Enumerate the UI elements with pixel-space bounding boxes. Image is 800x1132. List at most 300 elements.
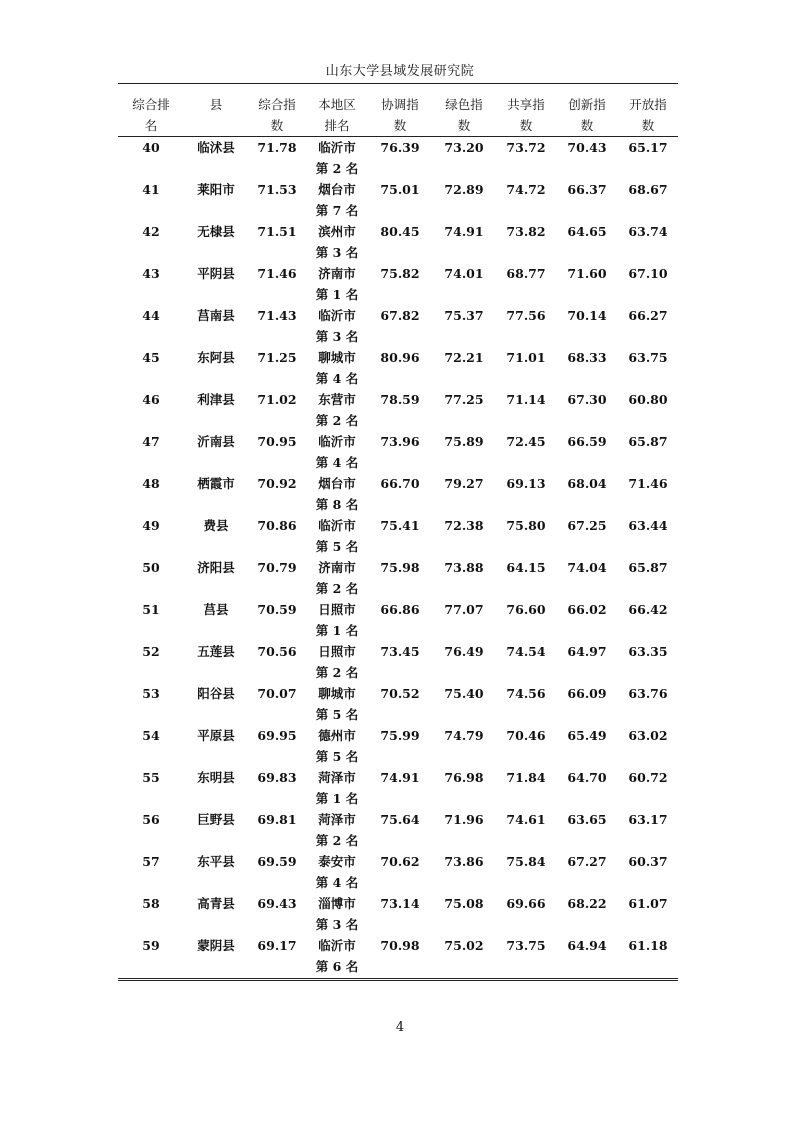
cell-text: 第 7 名: [315, 203, 359, 218]
sharing-index-cell: [496, 473, 556, 515]
table-row: [118, 809, 678, 851]
cell-text: 71.53: [257, 182, 297, 197]
coordination-index-cell: [368, 599, 432, 641]
sharing-index-cell: [496, 137, 556, 180]
table-row: [118, 179, 678, 221]
cell-text: 69.17: [257, 938, 297, 953]
local-rank-cell: [306, 431, 368, 473]
coordination-index-cell: [368, 893, 432, 935]
green-index-cell: [432, 473, 496, 515]
local-rank-cell: [306, 347, 368, 389]
local-rank-cell: [306, 389, 368, 431]
cell-text: 巨野县: [197, 812, 235, 827]
cell-text: 67.82: [380, 308, 420, 323]
local-rank-cell: [306, 179, 368, 221]
column-header: [184, 94, 248, 137]
county-cell: [184, 725, 248, 767]
cell-text: 70.62: [380, 854, 420, 869]
column-header-text: 数: [641, 118, 655, 133]
openness-index-cell: [618, 515, 678, 557]
cell-text: 57: [142, 854, 160, 869]
cell-text: 73.86: [444, 854, 484, 869]
cell-text: 临沭县: [197, 140, 235, 155]
cell-text: 75.89: [444, 434, 484, 449]
cell-text: 蒙阴县: [197, 938, 235, 953]
innovation-index-cell: [556, 347, 618, 389]
composite-index-cell: [248, 347, 306, 389]
cell-text: 40: [142, 140, 160, 155]
cell-text: 66.70: [380, 476, 420, 491]
cell-text: 44: [142, 308, 160, 323]
local-rank-cell: [306, 725, 368, 767]
ranking-table: [118, 94, 678, 977]
openness-index-cell: [618, 725, 678, 767]
sharing-index-cell: [496, 893, 556, 935]
cell-text: 66.59: [567, 434, 607, 449]
cell-text: 50: [142, 560, 160, 575]
sharing-index-cell: [496, 767, 556, 809]
column-header-text: 数: [270, 118, 284, 133]
cell-text: 68.04: [567, 476, 607, 491]
cell-text: 第 5 名: [315, 539, 359, 554]
green-index-cell: [432, 767, 496, 809]
column-header-text: 绿色指: [445, 97, 483, 112]
sharing-index-cell: [496, 683, 556, 725]
cell-text: 77.25: [444, 392, 484, 407]
openness-index-cell: [618, 347, 678, 389]
cell-text: 46: [142, 392, 160, 407]
cell-text: 76.98: [444, 770, 484, 785]
coordination-index-cell: [368, 347, 432, 389]
page-header: 山东大学县域发展研究院: [325, 64, 475, 79]
table-row: [118, 557, 678, 599]
cell-text: 71.02: [257, 392, 297, 407]
cell-text: 75.08: [444, 896, 484, 911]
innovation-index-cell: [556, 935, 618, 977]
cell-text: 东平县: [197, 854, 235, 869]
cell-text: 76.60: [506, 602, 546, 617]
composite-index-cell: [248, 263, 306, 305]
cell-text: 47: [142, 434, 160, 449]
composite-index-cell: [248, 599, 306, 641]
column-header-text: 排名: [324, 118, 350, 133]
column-header: [118, 94, 184, 137]
county-cell: [184, 305, 248, 347]
cell-text: 第 1 名: [315, 791, 359, 806]
cell-text: 74.91: [444, 224, 484, 239]
cell-text: 49: [142, 518, 160, 533]
innovation-index-cell: [556, 221, 618, 263]
green-index-cell: [432, 809, 496, 851]
table-body: [118, 137, 678, 978]
green-index-cell: [432, 851, 496, 893]
cell-text: 70.14: [567, 308, 607, 323]
cell-text: 76.49: [444, 644, 484, 659]
composite-index-cell: [248, 851, 306, 893]
cell-text: 67.30: [567, 392, 607, 407]
rank-cell: [118, 767, 184, 809]
cell-text: 第 4 名: [315, 371, 359, 386]
table-bottom-rule: [118, 978, 678, 981]
cell-text: 75.01: [380, 182, 420, 197]
cell-text: 74.04: [567, 560, 607, 575]
cell-text: 75.37: [444, 308, 484, 323]
column-header-text: 综合排: [132, 97, 170, 112]
openness-index-cell: [618, 935, 678, 977]
cell-text: 64.70: [567, 770, 607, 785]
cell-text: 68.33: [567, 350, 607, 365]
cell-text: 日照市: [318, 644, 356, 659]
cell-text: 71.96: [444, 812, 484, 827]
table-row: [118, 221, 678, 263]
innovation-index-cell: [556, 809, 618, 851]
local-rank-cell: [306, 641, 368, 683]
cell-text: 沂南县: [197, 434, 235, 449]
sharing-index-cell: [496, 935, 556, 977]
cell-text: 73.82: [506, 224, 546, 239]
rank-cell: [118, 473, 184, 515]
cell-text: 71.51: [257, 224, 297, 239]
coordination-index-cell: [368, 305, 432, 347]
local-rank-cell: [306, 515, 368, 557]
cell-text: 63.65: [567, 812, 607, 827]
coordination-index-cell: [368, 137, 432, 180]
cell-text: 第 3 名: [315, 329, 359, 344]
cell-text: 45: [142, 350, 160, 365]
cell-text: 65.49: [567, 728, 607, 743]
cell-text: 69.59: [257, 854, 297, 869]
openness-index-cell: [618, 683, 678, 725]
openness-index-cell: [618, 809, 678, 851]
cell-text: 56: [142, 812, 160, 827]
table-row: [118, 935, 678, 977]
table-row: [118, 683, 678, 725]
column-header: [556, 94, 618, 137]
cell-text: 滨州市: [318, 224, 356, 239]
local-rank-cell: [306, 473, 368, 515]
cell-text: 莒县: [203, 602, 229, 617]
green-index-cell: [432, 641, 496, 683]
cell-text: 74.91: [380, 770, 420, 785]
cell-text: 68.77: [506, 266, 546, 281]
innovation-index-cell: [556, 473, 618, 515]
green-index-cell: [432, 137, 496, 180]
cell-text: 70.86: [257, 518, 297, 533]
county-cell: [184, 767, 248, 809]
rank-cell: [118, 599, 184, 641]
cell-text: 第 2 名: [315, 413, 359, 428]
innovation-index-cell: [556, 305, 618, 347]
openness-index-cell: [618, 599, 678, 641]
openness-index-cell: [618, 431, 678, 473]
local-rank-cell: [306, 305, 368, 347]
openness-index-cell: [618, 305, 678, 347]
sharing-index-cell: [496, 221, 556, 263]
local-rank-cell: [306, 263, 368, 305]
column-header-text: 县: [209, 97, 223, 112]
column-header-text: 共享指: [507, 97, 545, 112]
openness-index-cell: [618, 557, 678, 599]
cell-text: 66.02: [567, 602, 607, 617]
cell-text: 77.56: [506, 308, 546, 323]
cell-text: 75.80: [506, 518, 546, 533]
cell-text: 平阴县: [197, 266, 235, 281]
sharing-index-cell: [496, 389, 556, 431]
cell-text: 71.46: [628, 476, 668, 491]
cell-text: 第 6 名: [315, 959, 359, 974]
green-index-cell: [432, 347, 496, 389]
column-header: [306, 94, 368, 137]
page-number: 4: [395, 1020, 405, 1035]
county-cell: [184, 851, 248, 893]
sharing-index-cell: [496, 179, 556, 221]
composite-index-cell: [248, 305, 306, 347]
openness-index-cell: [618, 179, 678, 221]
cell-text: 74.54: [506, 644, 546, 659]
coordination-index-cell: [368, 557, 432, 599]
rank-cell: [118, 305, 184, 347]
county-cell: [184, 263, 248, 305]
table-row: [118, 893, 678, 935]
cell-text: 64.65: [567, 224, 607, 239]
table-row: [118, 347, 678, 389]
innovation-index-cell: [556, 767, 618, 809]
cell-text: 第 1 名: [315, 623, 359, 638]
cell-text: 济南市: [318, 560, 356, 575]
composite-index-cell: [248, 683, 306, 725]
coordination-index-cell: [368, 683, 432, 725]
green-index-cell: [432, 305, 496, 347]
cell-text: 64.94: [567, 938, 607, 953]
local-rank-cell: [306, 599, 368, 641]
innovation-index-cell: [556, 515, 618, 557]
cell-text: 73.96: [380, 434, 420, 449]
openness-index-cell: [618, 137, 678, 180]
cell-text: 第 5 名: [315, 707, 359, 722]
county-cell: [184, 515, 248, 557]
county-cell: [184, 389, 248, 431]
composite-index-cell: [248, 389, 306, 431]
cell-text: 66.27: [628, 308, 668, 323]
rank-cell: [118, 389, 184, 431]
table-row: [118, 431, 678, 473]
sharing-index-cell: [496, 431, 556, 473]
cell-text: 58: [142, 896, 160, 911]
composite-index-cell: [248, 893, 306, 935]
cell-text: 第 3 名: [315, 245, 359, 260]
cell-text: 70.95: [257, 434, 297, 449]
innovation-index-cell: [556, 851, 618, 893]
composite-index-cell: [248, 431, 306, 473]
cell-text: 阳谷县: [197, 686, 235, 701]
cell-text: 栖霞市: [197, 476, 235, 491]
cell-text: 70.79: [257, 560, 297, 575]
cell-text: 54: [142, 728, 160, 743]
rank-cell: [118, 683, 184, 725]
rank-cell: [118, 221, 184, 263]
sharing-index-cell: [496, 851, 556, 893]
cell-text: 临沂市: [318, 434, 356, 449]
county-cell: [184, 809, 248, 851]
cell-text: 64.15: [506, 560, 546, 575]
rank-cell: [118, 851, 184, 893]
cell-text: 莱阳市: [197, 182, 235, 197]
innovation-index-cell: [556, 683, 618, 725]
cell-text: 73.75: [506, 938, 546, 953]
composite-index-cell: [248, 515, 306, 557]
cell-text: 71.14: [506, 392, 546, 407]
rank-cell: [118, 725, 184, 767]
column-header-text: 协调指: [381, 97, 419, 112]
innovation-index-cell: [556, 137, 618, 180]
county-cell: [184, 221, 248, 263]
cell-text: 65.87: [628, 560, 668, 575]
county-cell: [184, 599, 248, 641]
cell-text: 61.18: [628, 938, 668, 953]
green-index-cell: [432, 893, 496, 935]
cell-text: 52: [142, 644, 160, 659]
cell-text: 60.37: [628, 854, 668, 869]
cell-text: 日照市: [318, 602, 356, 617]
cell-text: 60.72: [628, 770, 668, 785]
sharing-index-cell: [496, 515, 556, 557]
coordination-index-cell: [368, 473, 432, 515]
cell-text: 烟台市: [318, 476, 356, 491]
green-index-cell: [432, 683, 496, 725]
column-header-text: 数: [580, 118, 594, 133]
cell-text: 淄博市: [318, 896, 356, 911]
cell-text: 第 2 名: [315, 833, 359, 848]
cell-text: 67.25: [567, 518, 607, 533]
cell-text: 71.78: [257, 140, 297, 155]
cell-text: 第 4 名: [315, 455, 359, 470]
table-row: [118, 305, 678, 347]
innovation-index-cell: [556, 725, 618, 767]
composite-index-cell: [248, 137, 306, 180]
cell-text: 64.97: [567, 644, 607, 659]
cell-text: 70.46: [506, 728, 546, 743]
coordination-index-cell: [368, 725, 432, 767]
coordination-index-cell: [368, 221, 432, 263]
local-rank-cell: [306, 893, 368, 935]
cell-text: 第 2 名: [315, 161, 359, 176]
cell-text: 第 4 名: [315, 875, 359, 890]
county-cell: [184, 347, 248, 389]
cell-text: 东营市: [318, 392, 356, 407]
openness-index-cell: [618, 893, 678, 935]
openness-index-cell: [618, 263, 678, 305]
coordination-index-cell: [368, 935, 432, 977]
cell-text: 79.27: [444, 476, 484, 491]
cell-text: 67.27: [567, 854, 607, 869]
cell-text: 临沂市: [318, 308, 356, 323]
cell-text: 烟台市: [318, 182, 356, 197]
cell-text: 第 2 名: [315, 581, 359, 596]
cell-text: 69.95: [257, 728, 297, 743]
cell-text: 61.07: [628, 896, 668, 911]
cell-text: 聊城市: [318, 350, 356, 365]
county-cell: [184, 683, 248, 725]
cell-text: 临沂市: [318, 518, 356, 533]
table-row: [118, 515, 678, 557]
composite-index-cell: [248, 221, 306, 263]
sharing-index-cell: [496, 557, 556, 599]
green-index-cell: [432, 431, 496, 473]
cell-text: 76.39: [380, 140, 420, 155]
innovation-index-cell: [556, 893, 618, 935]
cell-text: 70.59: [257, 602, 297, 617]
cell-text: 65.17: [628, 140, 668, 155]
table-row: [118, 263, 678, 305]
local-rank-cell: [306, 557, 368, 599]
cell-text: 73.45: [380, 644, 420, 659]
composite-index-cell: [248, 641, 306, 683]
column-header: [368, 94, 432, 137]
green-index-cell: [432, 725, 496, 767]
innovation-index-cell: [556, 431, 618, 473]
cell-text: 利津县: [197, 392, 235, 407]
cell-text: 菏泽市: [318, 812, 356, 827]
cell-text: 73.72: [506, 140, 546, 155]
cell-text: 71.84: [506, 770, 546, 785]
cell-text: 66.86: [380, 602, 420, 617]
composite-index-cell: [248, 935, 306, 977]
rank-cell: [118, 347, 184, 389]
county-cell: [184, 557, 248, 599]
cell-text: 75.84: [506, 854, 546, 869]
cell-text: 63.75: [628, 350, 668, 365]
rank-cell: [118, 893, 184, 935]
column-header-text: 创新指: [568, 97, 606, 112]
county-cell: [184, 137, 248, 180]
county-cell: [184, 431, 248, 473]
cell-text: 第 1 名: [315, 287, 359, 302]
openness-index-cell: [618, 851, 678, 893]
cell-text: 67.10: [628, 266, 668, 281]
cell-text: 55: [142, 770, 160, 785]
rank-cell: [118, 179, 184, 221]
cell-text: 72.89: [444, 182, 484, 197]
table-row: [118, 767, 678, 809]
green-index-cell: [432, 515, 496, 557]
cell-text: 71.60: [567, 266, 607, 281]
cell-text: 71.43: [257, 308, 297, 323]
coordination-index-cell: [368, 767, 432, 809]
green-index-cell: [432, 221, 496, 263]
cell-text: 73.14: [380, 896, 420, 911]
sharing-index-cell: [496, 263, 556, 305]
cell-text: 70.52: [380, 686, 420, 701]
cell-text: 无棣县: [197, 224, 235, 239]
county-cell: [184, 179, 248, 221]
innovation-index-cell: [556, 599, 618, 641]
cell-text: 济阳县: [197, 560, 235, 575]
coordination-index-cell: [368, 515, 432, 557]
cell-text: 75.98: [380, 560, 420, 575]
sharing-index-cell: [496, 305, 556, 347]
county-cell: [184, 893, 248, 935]
sharing-index-cell: [496, 347, 556, 389]
cell-text: 泰安市: [318, 854, 356, 869]
cell-text: 第 2 名: [315, 665, 359, 680]
cell-text: 74.61: [506, 812, 546, 827]
cell-text: 42: [142, 224, 160, 239]
cell-text: 63.02: [628, 728, 668, 743]
cell-text: 66.42: [628, 602, 668, 617]
cell-text: 74.01: [444, 266, 484, 281]
column-header-text: 开放指: [629, 97, 667, 112]
cell-text: 73.20: [444, 140, 484, 155]
